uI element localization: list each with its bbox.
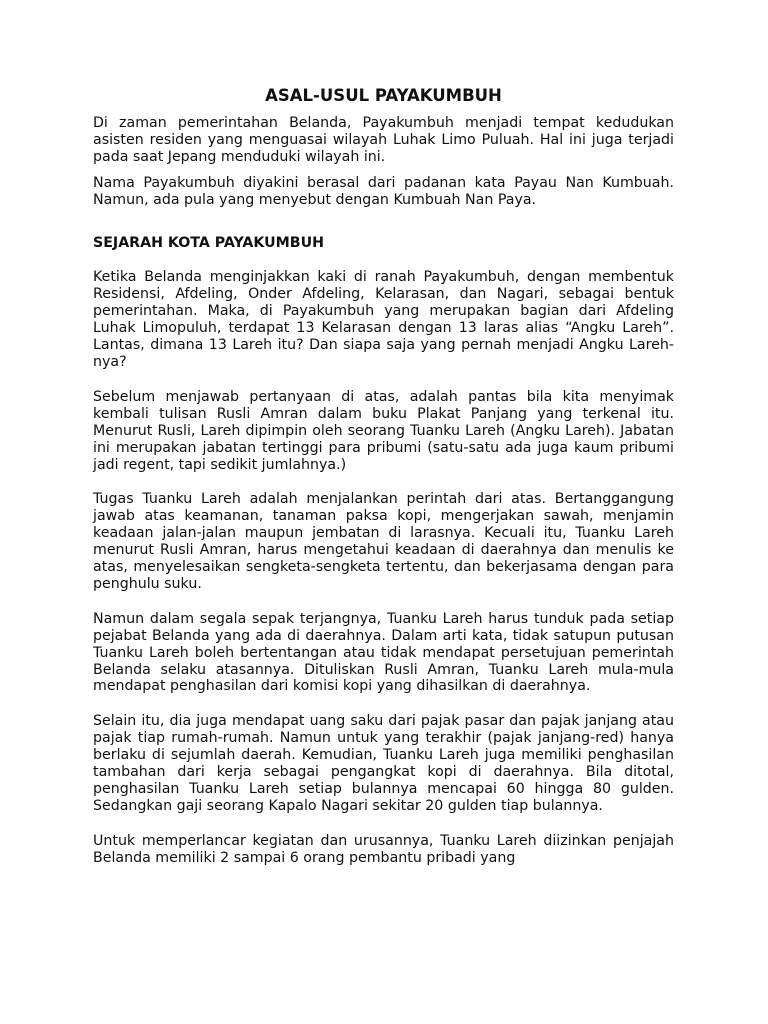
intro-paragraph-1: Di zaman pemerintahan Belanda, Payakumbuh menjadi tempat kedudukan asisten residen yang menguasai wilayah Luhak Limo Puluah. Hal ini juga terjadi pada saat Jepang menduduki wilayah ini. [93, 115, 674, 165]
document-title: ASAL-USUL PAYAKUMBUH [265, 86, 502, 105]
section-paragraph-4: Namun dalam segala sepak terjangnya, Tuanku Lareh harus tunduk pada setiap pejabat Belanda yang ada di daerahnya. Dalam arti kata, tidak satupun putusan Tuanku Lareh boleh bertentangan atau tidak mendapat persetujuan pemerintah Belanda selaku atasannya. Dituliskan Rusli Amran, Tuanku Lareh mula-mula mendapat penghasilan dari komisi kopi yang dihasilkan di daerahnya. [93, 610, 674, 695]
section-paragraph-2: Sebelum menjawab pertanyaan di atas, adalah pantas bila kita menyimak kembali tulisan Rusli Amran dalam buku Plakat Panjang yang terkenal itu. Menurut Rusli, Lareh dipimpin oleh seorang Tuanku Lareh (Angku Lareh). Jabatan ini merupakan jabatan tertinggi para pribumi (satu-satu ada juga kaum pribumi jadi regent, tapi sedikit jumlahnya.) [93, 388, 674, 473]
intro-paragraph-2: Nama Payakumbuh diyakini berasal dari padanan kata Payau Nan Kumbuah. Namun, ada pula yang menyebut dengan Kumbuah Nan Paya. [93, 174, 674, 208]
section-paragraph-6: Untuk memperlancar kegiatan dan urusannya, Tuanku Lareh diizinkan penjajah Belanda memiliki 2 sampai 6 orang pembantu pribadi yang [93, 832, 674, 866]
section-paragraph-3: Tugas Tuanku Lareh adalah menjalankan perintah dari atas. Bertanggangung jawab atas keamanan, tanaman paksa kopi, mengerjakan sawah, menjamin keadaan jalan-jalan maupun jembatan di larasnya. Kecuali itu, Tuanku Lareh menurut Rusli Amran, harus mengetahui keadaan di daerahnya dan menulis ke atas, menyelesaikan sengketa-sengketa tertentu, dan bekerjasama dengan para penghulu suku. [93, 491, 674, 592]
document-page [93, 86, 674, 867]
section-paragraph-5: Selain itu, dia juga mendapat uang saku dari pajak pasar dan pajak janjang atau pajak tiap rumah-rumah. Namun untuk yang terakhir (pajak janjang-red) hanya berlaku di sejumlah daerah. Kemudian, Tuanku Lareh juga memiliki penghasilan tambahan dari kerja sebagai pengangkat kopi di daerahnya. Bila ditotal, penghasilan Tuanku Lareh setiap bulannya mencapai 60 hingga 80 gulden. Sedangkan gaji seorang Kapalo Nagari sekitar 20 gulden tiap bulannya. [93, 713, 674, 814]
section-paragraph-1: Ketika Belanda menginjakkan kaki di ranah Payakumbuh, dengan membentuk Residensi, Afdeling, Onder Afdeling, Kelarasan, dan Nagari, sebagai bentuk pemerintahan. Maka, di Payakumbuh yang merupakan bagian dari Afdeling Luhak Limopuluh, terdapat 13 Kelarasan dengan 13 laras alias “Angku Lareh”. Lantas, dimana 13 Lareh itu? Dan siapa saja yang pernah menjadi Angku Lareh-nya? [93, 269, 674, 370]
section-heading: SEJARAH KOTA PAYAKUMBUH [93, 234, 324, 251]
